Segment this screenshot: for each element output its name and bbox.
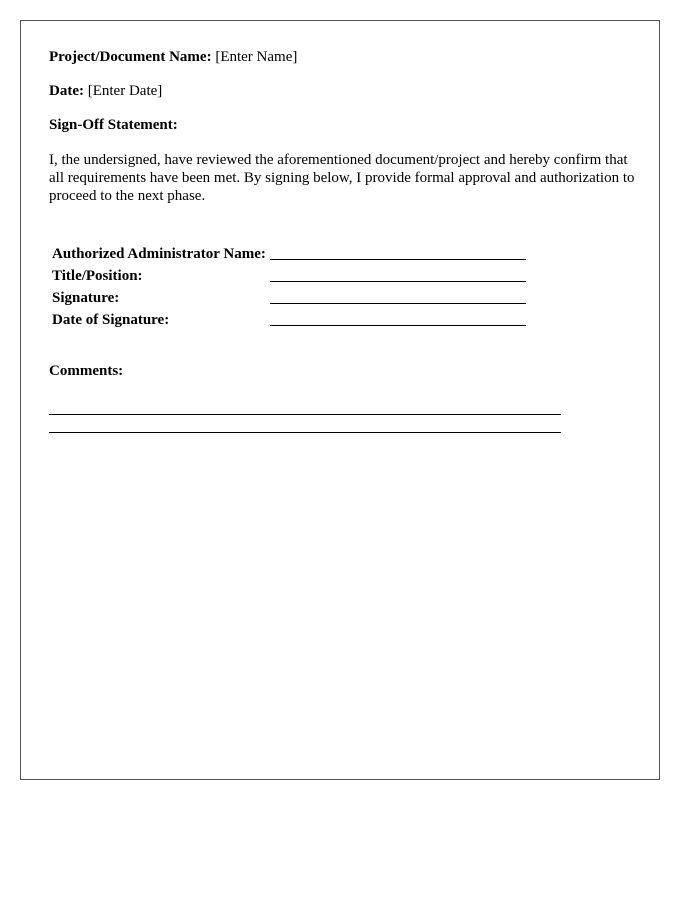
title-position-label: Title/Position:: [52, 268, 143, 284]
signature-row: [52, 285, 526, 307]
comments-heading: Comments:: [49, 363, 124, 379]
project-name-label: Project/Document Name:: [49, 49, 212, 65]
comment-line-2[interactable]: [49, 432, 561, 433]
admin-name-blank[interactable]: [270, 241, 526, 263]
comment-line-1[interactable]: [49, 414, 561, 415]
signature-row: [52, 263, 526, 285]
project-name-line: [49, 49, 297, 66]
signature-row: [52, 241, 526, 263]
signature-row: [52, 307, 526, 329]
project-name-value[interactable]: [Enter Name]: [215, 49, 298, 65]
date-line: [49, 83, 162, 100]
date-of-signature-blank[interactable]: [270, 307, 526, 329]
signature-label: Signature:: [52, 290, 120, 306]
date-of-signature-label: Date of Signature:: [52, 312, 170, 328]
signature-blank[interactable]: [270, 285, 526, 307]
date-label: Date:: [49, 83, 84, 99]
title-position-blank[interactable]: [270, 263, 526, 285]
document-page: [20, 20, 660, 780]
signature-table: [52, 241, 526, 329]
signoff-heading: Sign-Off Statement:: [49, 117, 178, 133]
signoff-statement: I, the undersigned, have reviewed the aforementioned document/project and hereby confirm that all requirements have been met. By signing below, I provide formal approval and authorization to proceed to the next phase.: [49, 152, 635, 204]
date-value[interactable]: [Enter Date]: [87, 83, 163, 99]
admin-name-label: Authorized Administrator Name:: [52, 246, 266, 262]
